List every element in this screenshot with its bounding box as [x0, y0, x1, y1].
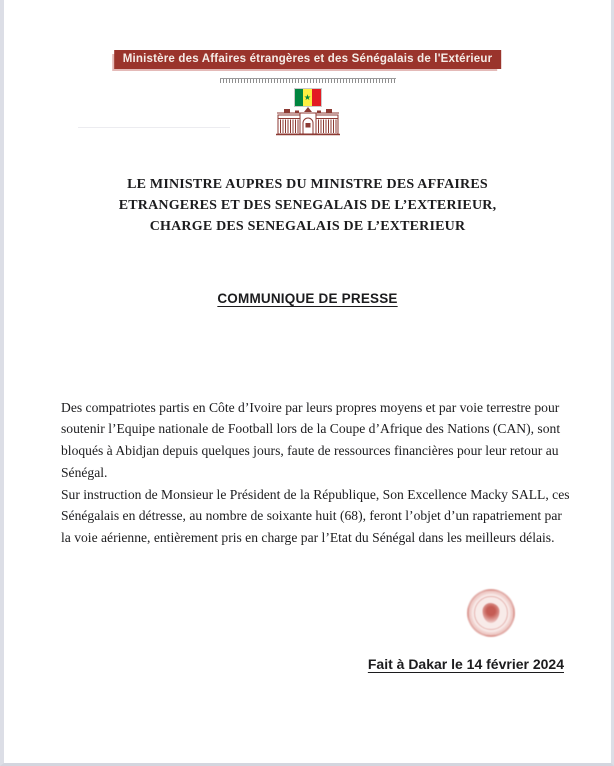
ministry-banner: Ministère des Affaires étrangères et des Sénégalais de l'Extérieur [114, 50, 502, 69]
communique-heading: COMMUNIQUE DE PRESSE [217, 291, 398, 306]
flag-star-icon: ★ [303, 92, 312, 102]
flag-yellow-stripe [303, 89, 312, 106]
dateline: Fait à Dakar le 14 février 2024 [367, 656, 564, 672]
flag-green-stripe [295, 89, 304, 106]
senegal-flag-icon [294, 88, 322, 107]
title-line-3: CHARGE DES SENEGALAIS DE L’EXTERIEUR [149, 219, 466, 234]
title-line-1: LE MINISTRE AUPRES DU MINISTRE DES AFFAIRES [127, 177, 488, 192]
scan-artifact-line [78, 127, 230, 128]
body-paragraph-1: Des compatriotes partis en Côte d’Ivoire par leurs propres moyens et par voie terrestre pour soutenir l’Equipe nationale de Football lors de la Coupe d’Afrique des Nations (CAN), sont bloqués à Abidjan depuis quelques jours, faute de ressources financières pour leur retour au Sénégal. [61, 399, 561, 480]
ministry-building-icon [274, 106, 342, 141]
flag-red-stripe [312, 89, 321, 106]
official-stamp-icon [467, 589, 515, 637]
hatched-divider [220, 78, 396, 83]
document-title [4, 174, 611, 237]
title-line-2: ETRANGERES ET DES SENEGALAIS DE L’EXTERIEUR, [118, 198, 497, 213]
body-paragraph-2: Sur instruction de Monsieur le Président de la République, Son Excellence Macky SALL, ces Sénégalais en détresse, au nombre de soixante huit (68), feront l’objet d’un rapatriement par la voie aérienne, entièrement pris en charge par l’Etat du Sénégal dans les meilleurs délais. [61, 486, 570, 545]
